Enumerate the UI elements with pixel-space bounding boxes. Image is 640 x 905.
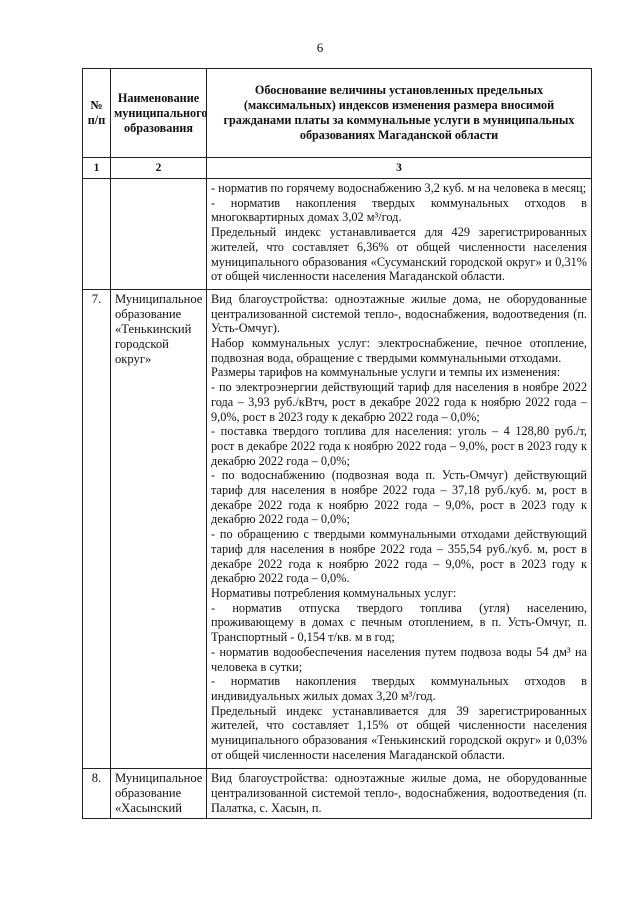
municipal-index-table [82, 68, 592, 819]
basis-line: Нормативы потребления коммунальных услуг: [211, 585, 457, 600]
row-name: Муниципальное образование «Тенькинский городской округ» [111, 289, 207, 769]
basis-line: Размеры тарифов на коммунальные услуги и темпы их изменения: [211, 365, 561, 380]
basis-line: Вид благоустройства: одноэтажные жилые дома, не оборудованные централизованной системой тепло-, водоснабжения, водоотведения (п. Усть-Омчуг). [211, 291, 587, 336]
column-number: 1 [83, 158, 111, 179]
table-header-row [83, 69, 592, 158]
page-number: 6 [316, 40, 324, 55]
basis-line: - по электроэнергии действующий тариф для населения в ноябре 2022 года – 3,93 руб./кВтч, рост в декабре 2022 года к ноябрю 2022 года – 9,0%, рост в 2023 году к декабрю 2022 года – 0,0%; [211, 380, 587, 424]
row-name [111, 179, 207, 290]
header-name: Наименование муниципального образования [111, 69, 207, 158]
basis-line: - норматив накопления твердых коммунальных отходов в индивидуальных жилых домах 3,20 м³/год. [211, 674, 587, 703]
column-number: 3 [207, 158, 592, 179]
column-number-row [83, 158, 592, 179]
row-number: 7. [83, 289, 111, 769]
row-name: Муниципальное образование «Хасынский [111, 769, 207, 819]
table-row [83, 769, 592, 819]
basis-line: - по обращению с твердыми коммунальными отходами действующий тариф для населения в ноябре 2022 года – 355,54 руб./куб. м, рост в декабре 2022 года к ноябрю 2022 года – 9,0%, рост в 2023 году к декабрю 2022 года – 0,0%. [211, 527, 587, 586]
row-number: 8. [83, 769, 111, 819]
basis-line: Предельный индекс устанавливается для 39 зарегистрированных жителей, что составляет 1,15% от общей численности населения муниципального образования «Тенькинский городской округ» и 0,03% от общей численности населения Магаданской области. [211, 703, 587, 762]
row-number [83, 179, 111, 290]
row-basis [207, 179, 592, 290]
basis-line: - поставка твердого топлива для населения: уголь – 4 128,80 руб./т, рост в декабре 2022 года к ноябрю 2022 года – 9,0%, рост в 2023 году к декабрю 2022 года – 0,0%; [211, 424, 587, 468]
basis-line: - норматив по горячему водоснабжению 3,2 куб. м на человека в месяц; [211, 181, 587, 195]
table-row [83, 179, 592, 290]
basis-line: - по водоснабжению (подвозная вода п. Усть-Омчуг) действующий тариф для населения в ноябре 2022 года – 37,18 руб./куб. м, рост в декабре 2022 года к ноябрю 2022 года – 9,0%, рост в 2023 году к декабрю 2022 года – 0,0%; [211, 468, 587, 527]
table-row [83, 289, 592, 769]
basis-line: - норматив отпуска твердого топлива (угля) населению, проживающему в домах с печным отоплением, в п. Усть-Омчуг, п. Транспортный - 0,154 т/кв. м в год; [211, 600, 587, 645]
row-basis [207, 289, 592, 769]
header-no: № п/п [83, 69, 111, 158]
basis-line: - норматив накопления твердых коммунальных отходов в многоквартирных домах 3,02 м³/год. [211, 195, 587, 225]
basis-line: Вид благоустройства: одноэтажные жилые дома, не оборудованные централизованной системой тепло-, водоснабжения, водоотведения (п. Палатка, с. Хасын, п. [211, 771, 587, 815]
basis-line: Набор коммунальных услуг: электроснабжение, печное отопление, подвозная вода, обращение с твердыми коммунальными отходами. [211, 336, 587, 365]
column-number: 2 [111, 158, 207, 179]
row-basis [207, 769, 592, 819]
basis-line: - норматив водообеспечения населения путем подвоза воды 54 дм³ на человека в сутки; [211, 644, 587, 674]
header-basis: Обоснование величины установленных предельных (максимальных) индексов изменения размера вносимой гражданами платы за коммунальные услуги в муниципальных образованиях Магаданской области [207, 69, 592, 158]
basis-line: Предельный индекс устанавливается для 429 зарегистрированных жителей, что составляет 6,36% от общей численности населения муниципального образования «Сусуманский городской округ» и 0,31% от общей численности населения Магаданской области. [211, 225, 587, 284]
